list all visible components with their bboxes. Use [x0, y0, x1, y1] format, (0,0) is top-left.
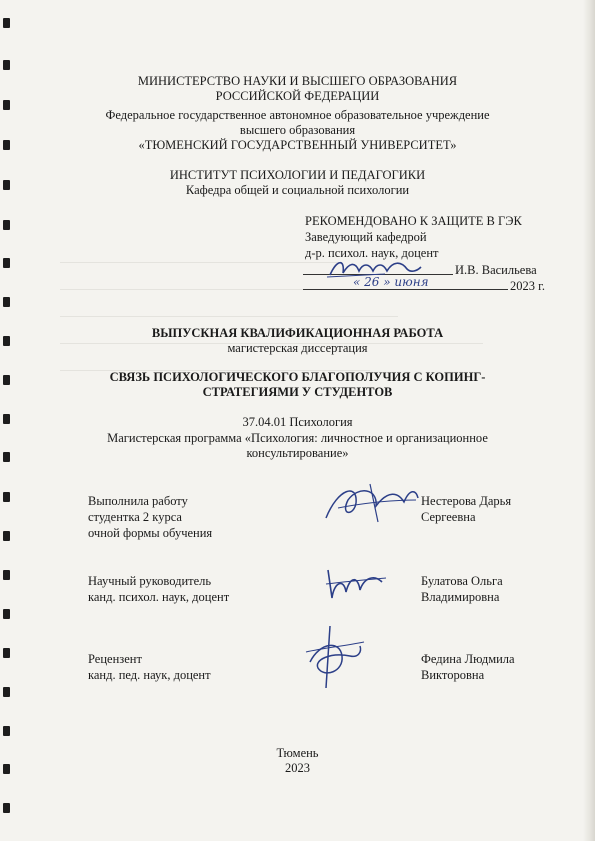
approval-degree: д-р. психол. наук, доцент — [305, 246, 439, 260]
supervisor-role-line-1: Научный руководитель — [88, 574, 212, 588]
footer-year: 2023 — [285, 761, 310, 775]
reviewer-role-line-2: канд. пед. наук, доцент — [88, 668, 211, 682]
author-role-line-3: очной формы обучения — [88, 526, 213, 540]
institute-name: ИНСТИТУТ ПСИХОЛОГИИ И ПЕДАГОГИКИ — [169, 168, 426, 182]
program-line-1: Магистерская программа «Психология: личностное и организационное — [107, 431, 488, 445]
head-name: И.В. Васильева — [455, 263, 537, 277]
reviewer-name-line-1: Федина Людмила — [421, 652, 515, 666]
date-line — [303, 289, 508, 290]
supervisor-role-line-2: канд. психол. наук, доцент — [88, 590, 230, 604]
approval-year: 2023 г. — [510, 279, 545, 293]
author-name-line-1: Нестерова Дарья — [421, 494, 512, 508]
handwritten-date: « 26 » июня — [353, 275, 429, 289]
reviewer-name-line-2: Викторовна — [421, 668, 485, 682]
reviewer-role-line-1: Рецензент — [88, 652, 142, 666]
institution-line-2: высшего образования — [239, 123, 356, 137]
approval-title: РЕКОМЕНДОВАНО К ЗАЩИТЕ В ГЭК — [305, 214, 522, 228]
supervisor-name-line-2: Владимировна — [421, 590, 500, 604]
work-subtype: магистерская диссертация — [227, 341, 368, 355]
thesis-title-line-1: СВЯЗЬ ПСИХОЛОГИЧЕСКОГО БЛАГОПОЛУЧИЯ С КОПИНГ- — [109, 370, 486, 384]
university-name: «ТЮМЕНСКИЙ ГОСУДАРСТВЕННЫЙ УНИВЕРСИТЕТ» — [138, 138, 457, 152]
author-signature — [318, 478, 423, 528]
specialty-code: 37.04.01 Психология — [242, 415, 353, 429]
ministry-line-2: РОССИЙСКОЙ ФЕДЕРАЦИИ — [215, 89, 380, 103]
work-type: ВЫПУСКНАЯ КВАЛИФИКАЦИОННАЯ РАБОТА — [151, 326, 444, 340]
reviewer-signature — [300, 622, 370, 692]
supervisor-name-line-1: Булатова Ольга — [421, 574, 503, 588]
approval-position: Заведующий кафедрой — [305, 230, 427, 244]
city: Тюмень — [276, 746, 319, 760]
author-name-line-2: Сергеевна — [421, 510, 476, 524]
institution-line-1: Федеральное государственное автономное образовательное учреждение — [105, 108, 490, 122]
show-through-text — [60, 250, 530, 690]
department-name: Кафедра общей и социальной психологии — [185, 183, 410, 197]
supervisor-signature — [322, 562, 392, 604]
thesis-title-line-2: СТРАТЕГИЯМИ У СТУДЕНТОВ — [202, 385, 393, 399]
author-role-line-2: студентка 2 курса — [88, 510, 182, 524]
author-role-line-1: Выполнила работу — [88, 494, 188, 508]
ministry-line-1: МИНИСТЕРСТВО НАУКИ И ВЫСШЕГО ОБРАЗОВАНИЯ — [137, 74, 458, 88]
program-line-2: консультирование» — [246, 446, 349, 460]
